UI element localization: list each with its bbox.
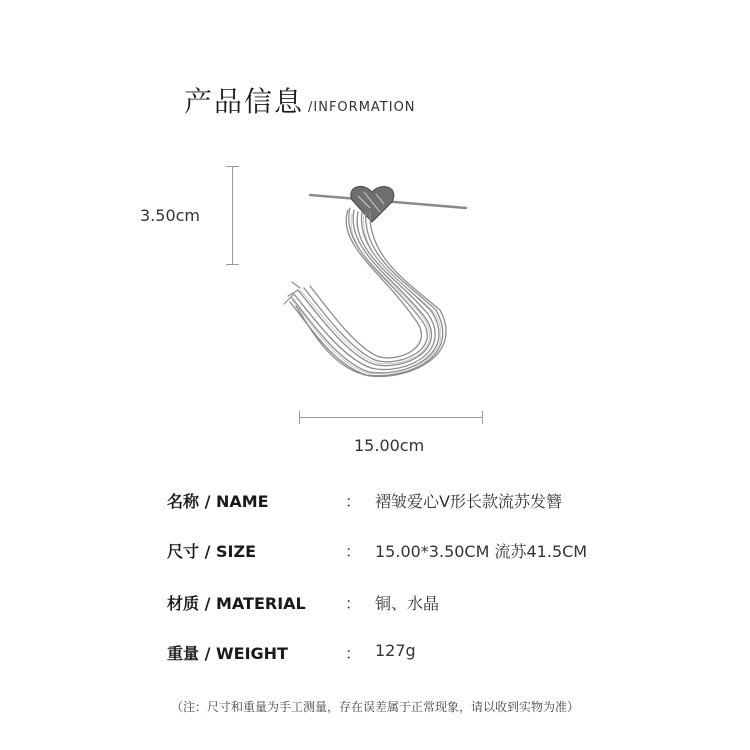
- height-dimension-cap-bottom: [226, 264, 239, 265]
- spec-value: 褶皱爱心V形长款流苏发簪: [375, 492, 562, 511]
- height-dimension-cap-top: [226, 166, 239, 167]
- spec-row-name: [167, 489, 687, 513]
- width-dimension-cap-left: [299, 411, 300, 424]
- height-dimension-line: [232, 166, 233, 264]
- spec-colon: ：: [345, 542, 362, 561]
- heart-tassel-hairpin-icon: [280, 178, 480, 378]
- width-dimension-cap-right: [482, 411, 483, 424]
- spec-label: 尺寸 / SIZE: [167, 542, 256, 561]
- spec-row-weight: [167, 641, 687, 665]
- spec-colon: ：: [345, 644, 362, 663]
- section-subtitle: /INFORMATION: [308, 100, 416, 115]
- spec-label: 名称 / NAME: [167, 492, 269, 511]
- spec-colon: ：: [345, 594, 362, 613]
- spec-row-size: [167, 539, 687, 563]
- spec-value: 127g: [375, 641, 416, 660]
- spec-label: 材质 / MATERIAL: [167, 594, 306, 613]
- width-dimension-label: 15.00cm: [354, 436, 425, 455]
- measurement-note: （注：尺寸和重量为手工测量，存在误差属于正常现象，请以收到实物为准）: [170, 700, 579, 714]
- spec-label: 重量 / WEIGHT: [167, 644, 288, 663]
- width-dimension-line: [299, 417, 483, 418]
- spec-value: 15.00*3.50CM 流苏41.5CM: [375, 542, 588, 561]
- section-header: [184, 80, 416, 120]
- spec-colon: ：: [345, 492, 362, 511]
- spec-value: 铜、水晶: [375, 594, 440, 613]
- section-title: 产品信息: [184, 85, 305, 118]
- spec-row-material: [167, 591, 687, 615]
- height-dimension-label: 3.50cm: [140, 206, 201, 225]
